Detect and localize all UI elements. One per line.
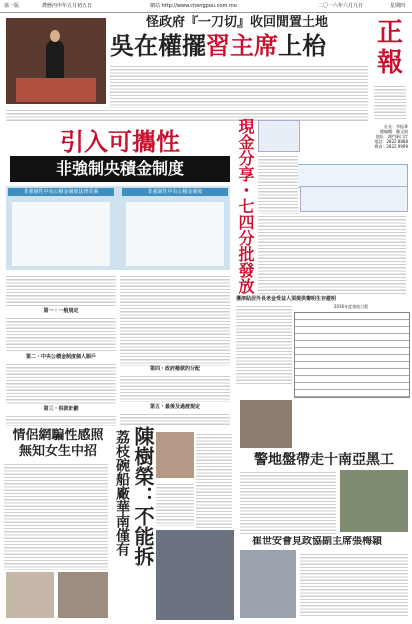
newspaper-logo: 正報 [376, 18, 403, 78]
info-line-1: 社長：李振華 [384, 124, 408, 129]
bl-headline-1: 情侶網騙性感照 [12, 428, 104, 443]
mpf-sub4: 第四・政府撥款的分配 [149, 366, 200, 372]
info-line-5: 傳真：2822 9999 [374, 144, 408, 149]
mpf-col1-body2 [6, 362, 116, 404]
cash-headline [236, 118, 254, 302]
mpf-title: 引入可攜性 [60, 128, 180, 156]
lead-kicker: 怪政府『一刀切』收回閒置土地 [146, 15, 329, 30]
cash-headline-text: 現金分享・七四分批發放 [236, 118, 255, 294]
mpf-col2-body3 [120, 412, 230, 426]
bl-photo-2 [58, 572, 108, 618]
bm-headline-right-text: 陳樹榮：不能拆 [131, 426, 155, 566]
br-body-2 [300, 552, 408, 618]
bm-headline-right [132, 426, 154, 598]
lead-headline-part1: 吳在權擺 [110, 32, 206, 60]
panel-right-title: 非強制性中央公積金制度 [122, 188, 228, 196]
lead-caption-text [6, 108, 368, 122]
mpf-infographic [6, 186, 230, 270]
mpf-sub2: 第二・中央公積金制度個人賬戶 [25, 354, 96, 360]
cash-chart-thumb-2 [300, 186, 408, 212]
bm-body-2 [156, 482, 194, 526]
cash-table-notes [236, 304, 292, 384]
info-line-3: 地址：澳門新口岸 [376, 134, 408, 139]
mpf-subtitle: 非強制央積金制度 [10, 156, 230, 182]
lead-headline-part3: 上枱 [278, 32, 326, 60]
mpf-col1-intro [6, 274, 116, 308]
br-photo-site [340, 470, 408, 532]
br-sub-headline: 崔世安會見政協副主席張梅穎 [252, 536, 382, 547]
mpf-sub1: 第一・一般規定 [43, 308, 79, 314]
bl-photo-1 [6, 572, 54, 618]
issue-date: 二〇一六年六月九日 [318, 3, 364, 9]
br-body [240, 470, 336, 534]
panel-right-body [126, 202, 224, 266]
bm-portrait-photo [156, 432, 194, 478]
lead-headline [110, 32, 368, 60]
cash-chart-thumb-1 [258, 120, 300, 152]
mpf-col1-body3 [6, 414, 116, 426]
mpf-col1-body1 [6, 316, 116, 352]
bm-shipyard-photo [156, 530, 234, 620]
mpf-col2-body2 [120, 374, 230, 402]
top-bar [0, 0, 412, 13]
bm-body [196, 432, 232, 528]
speaker-head [50, 30, 60, 42]
cash-schedule-table [294, 312, 410, 398]
weekday: 星期四 [390, 3, 406, 9]
page-label: 第一版 [4, 3, 20, 9]
mpf-sub5: 第五・最後及過渡規定 [149, 404, 200, 410]
info-line-4: 電話：2822 8888 [374, 139, 408, 144]
lunar-date: 農曆丙申年五月初五日 [42, 3, 93, 9]
website: 網站 http://www.chengpou.com.mo [150, 3, 237, 9]
bl-headline-2: 無知女生中招 [18, 444, 97, 459]
panel-left-title: 非強制性中央公積金制度法律草案 [8, 188, 114, 196]
speaker-figure [46, 40, 64, 80]
mpf-col2-body [120, 274, 230, 366]
lead-headline-part2: 習主席 [206, 32, 278, 60]
br-headline: 警地盤帶走十南亞黑工 [254, 452, 394, 468]
cash-body-2 [258, 214, 406, 294]
bm-headline-left [114, 430, 130, 590]
logo-blurb [374, 84, 406, 120]
cash-body-1 [258, 154, 298, 214]
ad-box [296, 164, 408, 188]
cash-table-title: 獲津貼居外長老金受益人須提供聲明生存證明 [236, 296, 337, 302]
bm-headline-left-text: 荔枝碗船廠華南僅有 [114, 430, 130, 556]
lead-photo [6, 18, 106, 104]
bl-body [4, 462, 108, 570]
cash-table-year: 2016年度發放日程 [333, 304, 369, 309]
mpf-sub3: 第三・供款計劃 [43, 406, 79, 412]
podium [16, 78, 96, 102]
info-line-2: 總編輯：陳文娟 [380, 129, 408, 134]
lead-body-text [110, 64, 368, 108]
panel-left-body [12, 202, 110, 266]
br-meeting-photo [240, 550, 296, 618]
br-photo-top [240, 400, 292, 448]
